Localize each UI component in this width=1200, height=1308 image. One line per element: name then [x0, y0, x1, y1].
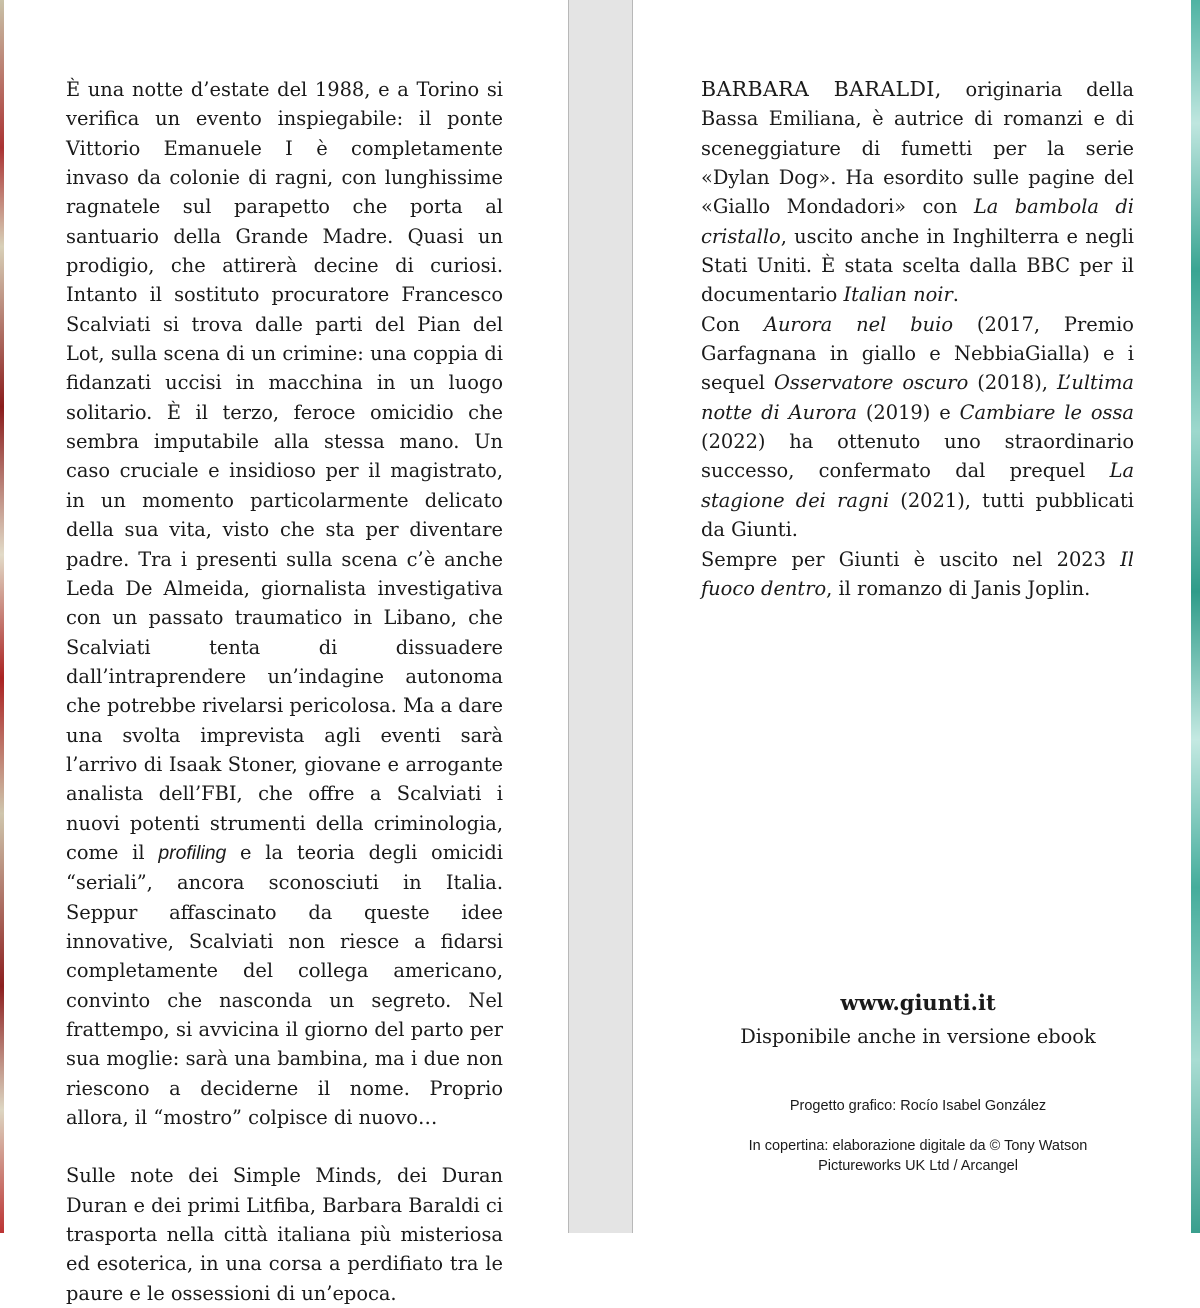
synopsis: [66, 75, 503, 1308]
bio-text: , uscito anche in Inghilterra e negli Stati Uniti. È stata scelta dalla BBC per il documentario: [701, 224, 1134, 307]
bio-paragraph-1: [701, 75, 1134, 310]
left-flap: [4, 0, 569, 1305]
synopsis-paragraph-1: [66, 75, 503, 1132]
bio-text: Sempre per Giunti è uscito nel 2023: [701, 547, 1121, 571]
book-title: Il fuoco dentro: [701, 547, 1134, 600]
book-title: Aurora nel buio: [763, 312, 953, 336]
bio-paragraph-3: [701, 545, 1134, 604]
publisher-website: www.giunti.it: [840, 990, 996, 1015]
synopsis-italic-term: profiling: [158, 841, 227, 864]
bio-text: .: [952, 283, 959, 307]
bio-text: (2017, Premio Garfagnana in giallo e NebbiaGialla) e i sequel: [701, 312, 1134, 395]
bio-text: (2021), tutti pubblicati da Giunti.: [701, 488, 1134, 542]
synopsis-text-a: È una notte d’estate del 1988, e a Torino si verifica un evento inspiegabile: il ponte Vittorio Emanuele I è completamente invaso da colonie di ragni, con lunghissime ragnatele sul parapetto che porta al santuario della Grande Madre. Quasi un prodigio, che attirerà decine di curiosi. Intanto il sostituto procuratore Francesco Scalviati si trova dalle parti del Pian del Lot, sulla scena di un crimine: una coppia di fidanzati uccisi in macchina in un luogo solitario. È il terzo, feroce omicidio che sembra imputabile alla stessa mano. Un caso cruciale e insidioso per il magistrato, in un momento particolarmente delicato della sua vita, visto che sta per diventare padre. Tra i presenti sulla scena c’è anche Leda De Almeida, giornalista investigativa con un passato traumatico in Libano, che Scalviati tenta di dissuadere dall’intraprendere un’indagine autonoma che potrebbe rivelarsi pericolosa. Ma a dare una svolta imprevista agli eventi sarà l’arrivo di Isaak Stoner, giovane e arrogante analista dell’FBI, che offre a Scalviati i nuovi potenti strumenti della criminologia, come il: [66, 78, 503, 864]
book-title: Osservatore oscuro: [774, 371, 969, 395]
bio-paragraph-2: [701, 310, 1134, 545]
bio-text: originaria della Bassa Emiliana, è autrice di romanzi e di sceneggiature di fumetti per la serie «Dylan Dog». Ha esordito sulle pagine del «Giallo Mondadori» con: [701, 78, 1134, 219]
bio-text: (2018),: [968, 371, 1057, 395]
page-gutter: [568, 0, 632, 1233]
bio-text: Con: [701, 312, 764, 336]
bio-text: , il romanzo di Janis Joplin.: [826, 576, 1091, 600]
book-title: La stagione dei ragni: [701, 459, 1134, 512]
cover-credit-line-1: In copertina: elaborazione digitale da © Tony Watson: [748, 1138, 1088, 1154]
design-credit: Progetto grafico: Rocío Isabel González: [789, 1098, 1047, 1114]
bio-text: (2019) e: [856, 400, 960, 424]
author-bio: [701, 75, 1134, 603]
bio-text: (2022) ha ottenuto uno straordinario successo, confermato dal prequel: [701, 430, 1134, 483]
book-title: Cambiare le ossa: [959, 400, 1134, 424]
author-name: BARBARA BARALDI,: [701, 77, 942, 101]
synopsis-text-b: e la teoria degli omicidi “seriali”, ancora sconosciuti in Italia. Seppur affascinato da queste idee innovative, Scalviati non riesce a fidarsi completamente del collega americano, convinto che nasconda un segreto. Nel frattempo, si avvicina il giorno del parto per sua moglie: sarà una bambina, ma i due non riescono a deciderne il nome. Proprio allora, il “mostro” colpisce di nuovo…: [66, 840, 503, 1130]
book-title: L’ultima notte di Aurora: [701, 371, 1134, 424]
cover-credit-line-2: Pictureworks UK Ltd / Arcangel: [818, 1158, 1018, 1174]
cover-edge-right: [1190, 0, 1200, 1233]
book-title: La bambola di cristallo: [701, 195, 1134, 248]
right-flap: [632, 0, 1191, 1233]
cover-credit: [633, 1136, 1200, 1176]
synopsis-paragraph-2: Sulle note dei Simple Minds, dei Duran Duran e dei primi Litfiba, Barbara Baraldi ci trasporta nella città italiana più misteriosa ed esoterica, in una corsa a perdifiato tra le paure e le ossessioni di un’epoca.: [66, 1164, 503, 1305]
ebook-availability: Disponibile anche in versione ebook: [740, 1025, 1096, 1048]
documentary-title: Italian noir: [843, 283, 953, 307]
